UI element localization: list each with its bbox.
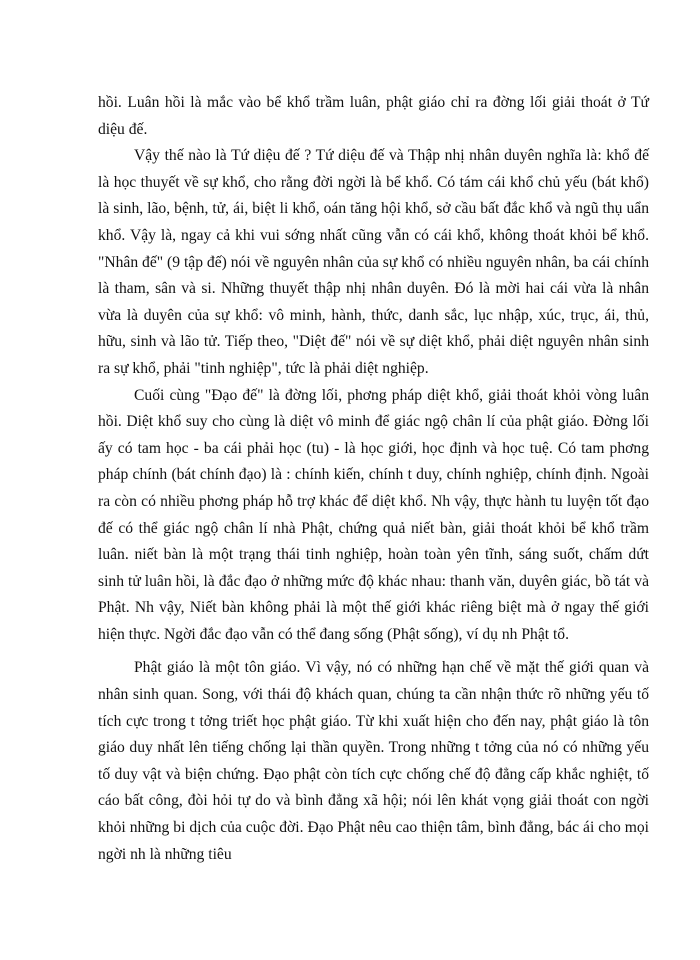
paragraph-2: Vậy thế nào là Tứ diệu đế ? Tứ diệu đế và Thập nhị nhân duyên nghĩa là: khổ đế là học thuyết về sự khổ, cho rằng đời ngời là bể khổ. Có tám cái khổ chủ yếu (bát khổ) là sinh, lão, bệnh, tử, ái, biệt li khổ, oán tăng hội khổ, sở cầu bất đắc khổ và ngũ thụ uẩn khổ. Vậy là, ngay cả khi vui sớng nhất cũng vẫn có cái khổ, không thoát khỏi bể khổ. "Nhân đế" (9 tập đế) nói về nguyên nhân của sự khổ có nhiều nguyên nhân, ba cái chính là tham, sân và si. Những thuyết thập nhị nhân duyên. Đó là mời hai cái vừa là nhân vừa là duyên của sự khổ: vô minh, hành, thức, danh sắc, lục nhập, xúc, trục, ái, thủ, hữu, sinh và lão tử. Tiếp theo, "Diệt đế" nói về sự diệt khổ, phải diệt nguyên nhân sinh ra sự khổ, phải "tinh nghiệp", tức là phải diệt nghiệp. [98,147,649,377]
paragraph-3: Cuối cùng "Đạo đế" là đờng lối, phơng pháp diệt khổ, giải thoát khỏi vòng luân hồi. Diệt khổ suy cho cùng là diệt vô minh để giác ngộ chân lí của phật giáo. Đờng lối ấy có tam học - ba cái phải học (tu) - là học giới, học định và học tuệ. Có tam phơng pháp chính (bát chính đạo) là : chính kiến, chính t duy, chính nghiệp, chính định. Ngoài ra còn có nhiều phơng pháp hỗ trợ khác để diệt khổ. Nh vậy, thực hành tu luyện tốt đạo đế có thể giác ngộ chân lí nhà Phật, chứng quả niết bàn, giải thoát khỏi bể khổ trầm luân. niết bàn là một trạng thái tinh nghiệp, hoàn toàn yên tĩnh, sáng suốt, chấm dứt sinh tử luân hồi, là đắc đạo ở những mức độ khác nhau: thanh văn, duyên giác, bồ tát và Phật. Nh vậy, Niết bàn không phải là một thế giới khác riêng biệt mà ở ngay thế giới hiện thực. Ngời đắc đạo vẫn có thể đang sống (Phật sống), ví dụ nh Phật tổ. [98,386,649,643]
paragraph-4: Phật giáo là một tôn giáo. Vì vậy, nó có những hạn chế về mặt thế giới quan và nhân sinh quan. Song, với thái độ khách quan, chúng ta cần nhận thức rõ những yếu tố tích cực trong t tởng triết học phật giáo. Từ khi xuất hiện cho đến nay, phật giáo là tôn giáo duy nhất lên tiếng chống lại thần quyền. Trong những t tởng của nó có những yếu tố duy vật và biện chứng. Đạo phật còn tích cực chống chế độ đẳng cấp khắc nghiệt, tố cáo bất công, đòi hỏi tự do và bình đẳng xã hội; nói lên khát vọng giải thoát con ngời khỏi những bi dịch của cuộc đời. Đạo Phật nêu cao thiện tâm, bình đẳng, bác ái cho mọi ngời nh là những tiêu [98,659,649,863]
paragraph-1: hồi. Luân hồi là mắc vào bể khổ trầm luân, phật giáo chỉ ra đờng lối giải thoát ở Tứ diệu đế. [98,94,649,138]
body-text [98,90,649,868]
